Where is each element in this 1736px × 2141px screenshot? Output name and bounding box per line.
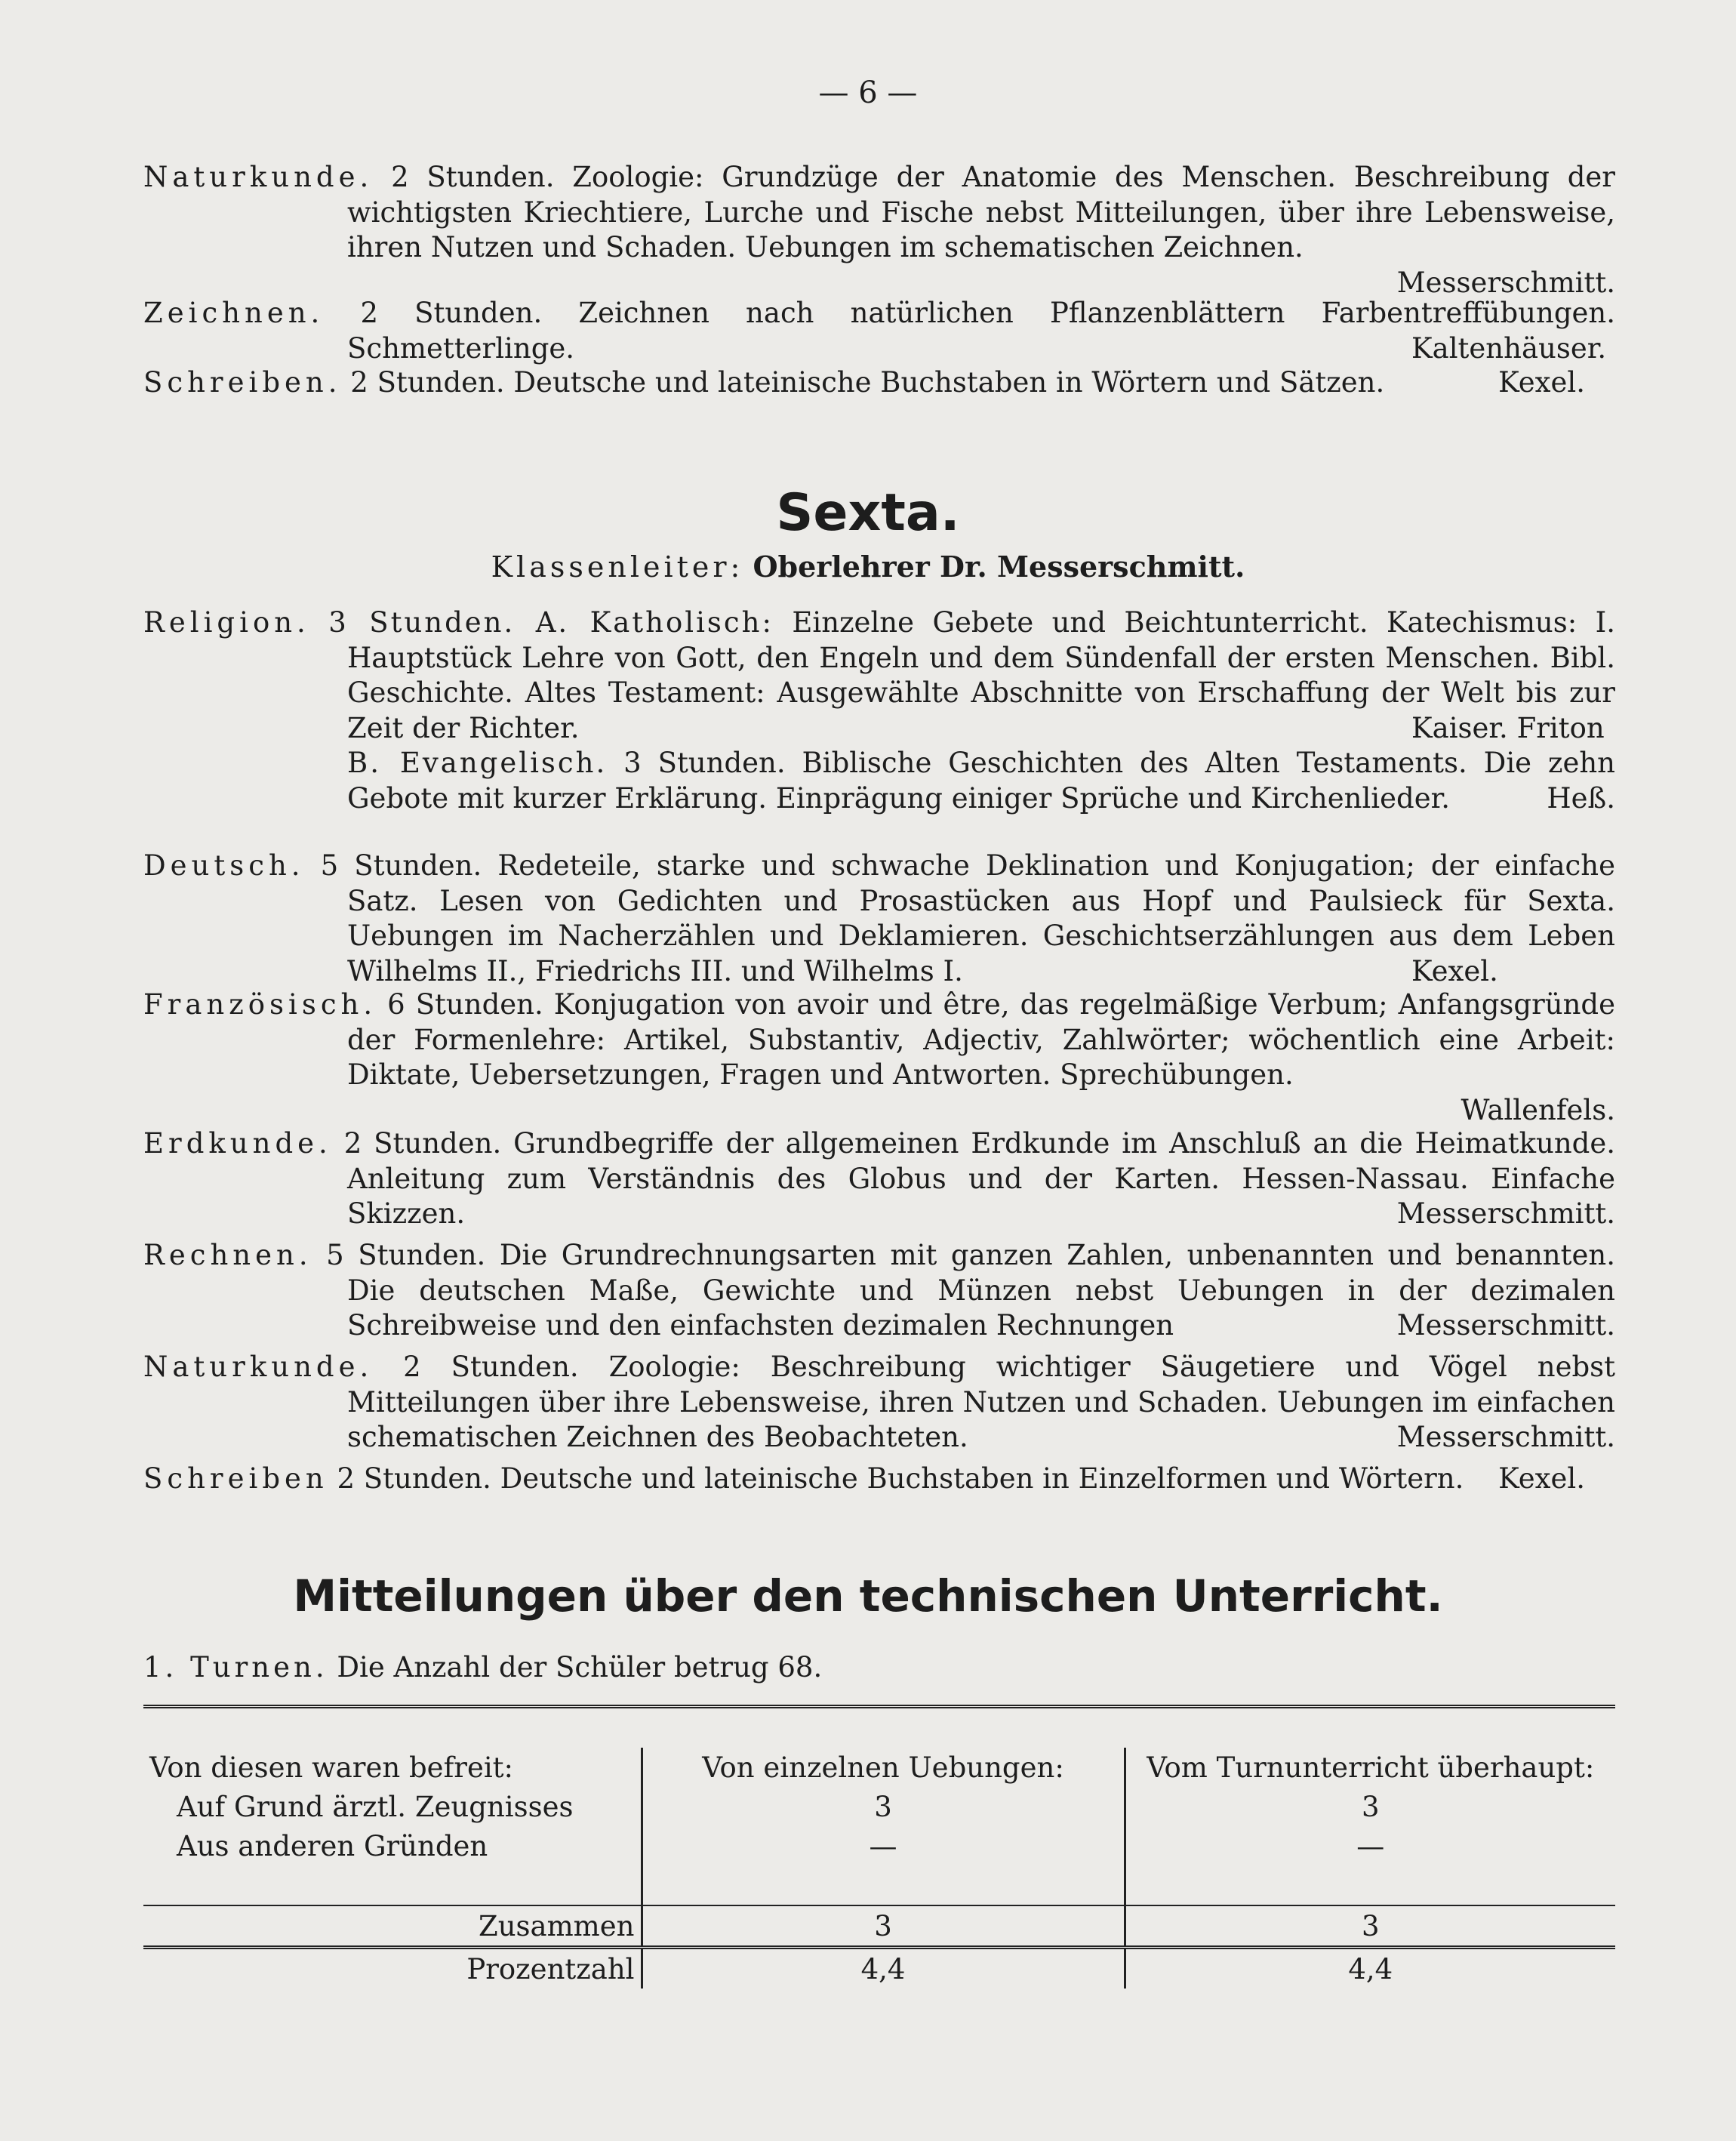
table-sum-cell: 3 <box>642 1905 1125 1948</box>
entry-body: 2 Stunden. Zeichnen nach natürlichen Pflanzenblättern Farbentreffübungen. Schmetterlinge. <box>347 297 1615 365</box>
entry-teacher: Wallenfels. <box>1461 1093 1615 1126</box>
table-cell: — <box>1125 1826 1615 1865</box>
entry-teacher: Messerschmitt. <box>1396 266 1615 299</box>
entry-rechnen <box>143 1238 1615 1344</box>
entry-body: 2 Stunden. Zoologie: Beschreibung wichtiger Säugetiere und Vögel nebst Mitteilungen über ihre Lebensweise, ihren Nutzen und Schaden. Uebungen im einfachen schematischen Zeichnen des Beobachteten. <box>347 1351 1616 1453</box>
entry-teacher: Messerschmitt. <box>1396 1309 1615 1342</box>
entry-subject: Naturkunde. <box>143 161 374 193</box>
entry-schreiben-quinta <box>143 365 1615 401</box>
table-row <box>143 1787 1615 1826</box>
table-cell: — <box>642 1826 1125 1865</box>
entry-subject: Deutsch. <box>143 849 305 882</box>
table-sum-label: Zusammen <box>143 1905 642 1948</box>
turnen-table <box>143 1705 1615 1989</box>
table-row-label: Aus anderen Gründen <box>177 1829 488 1862</box>
table-pct-label: Prozentzahl <box>143 1948 642 1989</box>
entry-erdkunde <box>143 1126 1615 1232</box>
table-sum-row <box>143 1905 1615 1948</box>
entry-teacher: Messerschmitt. <box>1396 1421 1615 1453</box>
entry-body: 6 Stunden. Konjugation von avoir und être, das regelmäßige Verbum; Anfangsgründe der Formenlehre: Artikel, Substantiv, Adjectiv, Zahlwörter; wöchentlich eine Arbeit: Diktate, Uebersetzungen, Fragen und Antworten. Sprechübungen. <box>347 988 1615 1091</box>
klassenleiter-name: Oberlehrer Dr. Messerschmitt. <box>753 550 1245 584</box>
entry-subject: Schreiben <box>143 1462 328 1495</box>
table-cell: 3 <box>1125 1787 1615 1826</box>
entry-subject: Religion. <box>143 606 310 639</box>
entry-schreiben-sexta <box>143 1462 1615 1497</box>
entry-subject: Naturkunde. <box>143 1351 374 1383</box>
table-pct-cell: 4,4 <box>1125 1948 1615 1989</box>
table-header-row <box>143 1748 1615 1787</box>
religion-katholisch-head: 3 Stunden. A. Katholisch: <box>328 606 774 639</box>
table-cell: 3 <box>642 1787 1125 1826</box>
table-sum-cell: 3 <box>1125 1905 1615 1948</box>
entry-zeichnen-quinta: Zeichnen. 2 Stunden. Zeichnen nach natürlichen Pflanzenblättern Farbentreffübungen. Schmetterlinge. Kaltenhäuser. <box>143 297 1615 365</box>
entry-naturkunde-sexta <box>143 1350 1615 1456</box>
table-row <box>143 1826 1615 1865</box>
entry-body: 5 Stunden. Die Grundrechnungsarten mit ganzen Zahlen, unbenannten und benannten. Die deutschen Maße, Gewichte und Münzen nebst Uebungen in der dezimalen Schreibweise und den einfachsten dezimalen Rechnungen <box>326 1239 1615 1342</box>
entry-subject: Erdkunde. <box>143 1127 332 1160</box>
entry-subject: Zeichnen. <box>143 297 325 329</box>
entry-religion: Religion. 3 Stunden. A. Katholisch: Einzelne Gebete und Beichtunterricht. Katechismus: I. Hauptstück Lehre von Gott, den Engeln und dem Sündenfall der ersten Menschen. Bibl. Geschichte. Altes Testament: Ausgewählte Abschnitte von Erschaffung der Welt bis zur Zeit der Richter. Kaiser. Friton B. Evangelisch. 3 Stunden. Biblische Geschichten des Alten Testaments. Die zehn Gebote mit kurzer Erklärung. Einprägung einiger Sprüche und Kirchenlieder. Heß. <box>143 605 1615 816</box>
entry-body: 5 Stunden. Redeteile, starke und schwache Deklination und Konjugation; der einfache Satz. Lesen von Gedichten und Prosastücken aus Hopf und Paulsieck für Sexta. Uebungen im Nacherzählen und Deklamieren. Geschichtserzählungen aus dem Leben Wilhelms II., Friedrichs III. und Wilhelms I. <box>320 849 1615 987</box>
entry-franzoesisch <box>143 987 1615 1128</box>
entry-subject: Französisch. <box>143 988 377 1021</box>
entry-deutsch: Deutsch. 5 Stunden. Redeteile, starke und schwache Deklination und Konjugation; der einfache Satz. Lesen von Gedichten und Prosastücken aus Hopf und Paulsieck für Sexta. Uebungen im Nacherzählen und Deklamieren. Geschichtserzählungen aus dem Leben Wilhelms II., Friedrichs III. und Wilhelms I. Kexel. <box>143 849 1615 987</box>
entry-teacher: Kexel. <box>1498 366 1585 399</box>
page-number: — 6 — <box>818 75 918 110</box>
religion-evangelisch-body: 3 Stunden. Biblische Geschichten des Alten Testaments. Die zehn Gebote mit kurzer Erklärung. Einprägung einiger Sprüche und Kirchenlieder. <box>347 747 1616 815</box>
entry-body: 2 Stunden. Zoologie: Grundzüge der Anatomie des Menschen. Beschreibung der wichtigsten Kriechtiere, Lurche und Fische nebst Mitteilungen, über ihre Lebensweise, ihren Nutzen und Schaden. Uebungen im schematischen Zeichnen. <box>347 161 1615 263</box>
klassenleiter-label: Klassenleiter: <box>491 550 744 584</box>
religion-katholisch-body: Einzelne Gebete und Beichtunterricht. Katechismus: I. Hauptstück Lehre von Gott, den Engeln und dem Sündenfall der ersten Menschen. Bibl. Geschichte. Altes Testament: Ausgewählte Abschnitte von Erschaffung der Welt bis zur Zeit der Richter. <box>347 606 1616 744</box>
klassenleiter-line <box>0 550 1736 584</box>
entry-teacher: Kexel. <box>1498 1462 1585 1495</box>
entry-naturkunde-quinta <box>143 160 1615 300</box>
section-title-sexta: Sexta. <box>776 483 960 543</box>
turnen-line <box>143 1650 1615 1686</box>
turnen-text: Die Anzahl der Schüler betrug 68. <box>337 1651 823 1684</box>
table-header-cell: Von einzelnen Uebungen: <box>642 1748 1125 1787</box>
section-title-technik: Mitteilungen über den technischen Unterricht. <box>293 1570 1443 1622</box>
table-row-label: Auf Grund ärztl. Zeugnisses <box>177 1790 574 1823</box>
entry-body: 2 Stunden. Deutsche und lateinische Buchstaben in Einzelformen und Wörtern. <box>337 1462 1464 1495</box>
religion-evangelisch-teacher: Heß. <box>1547 781 1615 815</box>
entry-body: 2 Stunden. Grundbegriffe der allgemeinen Erdkunde im Anschluß an die Heimatkunde. Anleitung zum Verständnis des Globus und der Karten. Hessen-Nassau. Einfache Skizzen. <box>343 1127 1615 1230</box>
entry-body: 2 Stunden. Deutsche und lateinische Buchstaben in Wörtern und Sätzen. <box>350 366 1385 399</box>
table-pct-row <box>143 1948 1615 1989</box>
entry-subject: Rechnen. <box>143 1239 312 1271</box>
entry-subject: Schreiben. <box>143 366 342 399</box>
table-header-cell: Vom Turnunterricht überhaupt: <box>1125 1748 1615 1787</box>
entry-teacher: Messerschmitt. <box>1396 1197 1615 1230</box>
table-header-cell: Von diesen waren befreit: <box>149 1751 514 1784</box>
table-pct-cell: 4,4 <box>642 1948 1125 1989</box>
religion-evangelisch-head: B. Evangelisch. <box>347 747 608 779</box>
turnen-label: 1. Turnen. <box>143 1651 328 1684</box>
